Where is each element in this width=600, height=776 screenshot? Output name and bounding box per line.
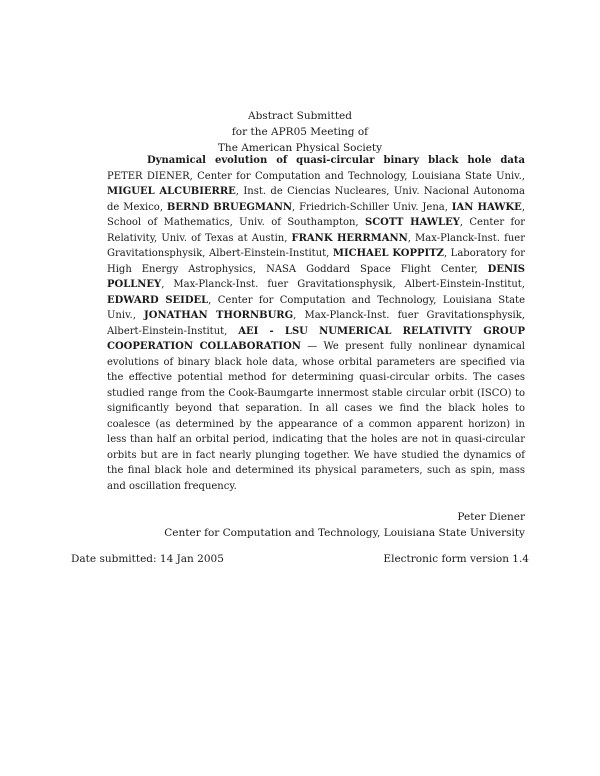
header-line-2: for the APR05 Meeting of <box>231 126 369 138</box>
author-affiliation: , Center for Computation and Technology, Louisiana State Univ., <box>189 170 525 182</box>
author-name: PETER DIENER <box>107 170 190 182</box>
document-header <box>0 108 600 156</box>
author-affiliation: , Center for Computation and Technology, Louisiana State Univ., <box>107 294 525 321</box>
date-submitted: Date submitted: 14 Jan 2005 <box>71 553 224 565</box>
author-name: BERND BRUEGMANN <box>166 201 293 213</box>
author-name: AEI - LSU NUMERICAL RELATIVITY GROUP COOPERATION COLLABORATION <box>107 325 525 352</box>
author-name: IAN HAWKE <box>451 201 522 213</box>
author-affiliation: , Friedrich-Schiller Univ. Jena, <box>292 201 452 213</box>
abstract-title: Dynamical evolution of quasi-circular binary black hole data <box>147 155 525 166</box>
author-affiliation: , Max-Planck-Inst. fuer Gravitationsphysik, Albert-Einstein-Institut, <box>161 279 525 290</box>
author-affiliation: , Center for Relativity, Univ. of Texas at Austin, <box>107 217 526 244</box>
signature-affiliation: Center for Computation and Technology, Louisiana State University <box>164 527 525 539</box>
author-name: FRANK HERRMANN <box>291 232 408 244</box>
signature-name: Peter Diener <box>457 511 525 523</box>
header-line-1: Abstract Submitted <box>248 110 352 122</box>
author-affiliation: , School of Mathematics, Univ. of Southampton, <box>107 201 525 228</box>
author-name: DENIS POLLNEY <box>107 263 525 290</box>
author-affiliation: , Laboratory for High Energy Astrophysics, NASA Goddard Space Flight Center, <box>107 248 525 275</box>
author-name: MICHAEL KOPPITZ <box>332 248 444 259</box>
header-line-3: The American Physical Society <box>217 142 383 154</box>
abstract-text: — We present fully nonlinear dynamical evolutions of binary black hole data, whose orbital parameters are specified via the effective potential method for determining quasi-circular orbits. The cases studied range from the Cook-Baumgarte innermost stable circular orbit (ISCO) to significantly beyond that separation. In all cases we find the black holes to coalesce (as determined by the appearance of a common apparent horizon) in less than half an orbital period, indicating that the holes are not in quasi-circular orbits but are in fact nearly plunging together. We have studied the dynamics of the final black hole and determined its physical parameters, such as spin, mass and oscillation frequency. <box>107 341 525 492</box>
author-name: EDWARD SEIDEL <box>107 294 209 306</box>
author-affiliation: , Max-Planck-Inst. fuer Gravitationsphysik, Albert-Einstein-Institut, <box>107 232 525 259</box>
author-affiliation: , Inst. de Ciencias Nucleares, Univ. Nacional Autonoma de Mexico, <box>107 186 525 213</box>
author-name: SCOTT HAWLEY <box>365 217 460 228</box>
abstract-body <box>107 153 525 494</box>
author-name: JONATHAN THORNBURG <box>144 310 294 321</box>
author-affiliation: , Max-Planck-Inst. fuer Gravitationsphysik, Albert-Einstein-Institut, <box>107 310 525 337</box>
author-name: MIGUEL ALCUBIERRE <box>107 186 236 197</box>
form-version: Electronic form version 1.4 <box>383 553 529 565</box>
